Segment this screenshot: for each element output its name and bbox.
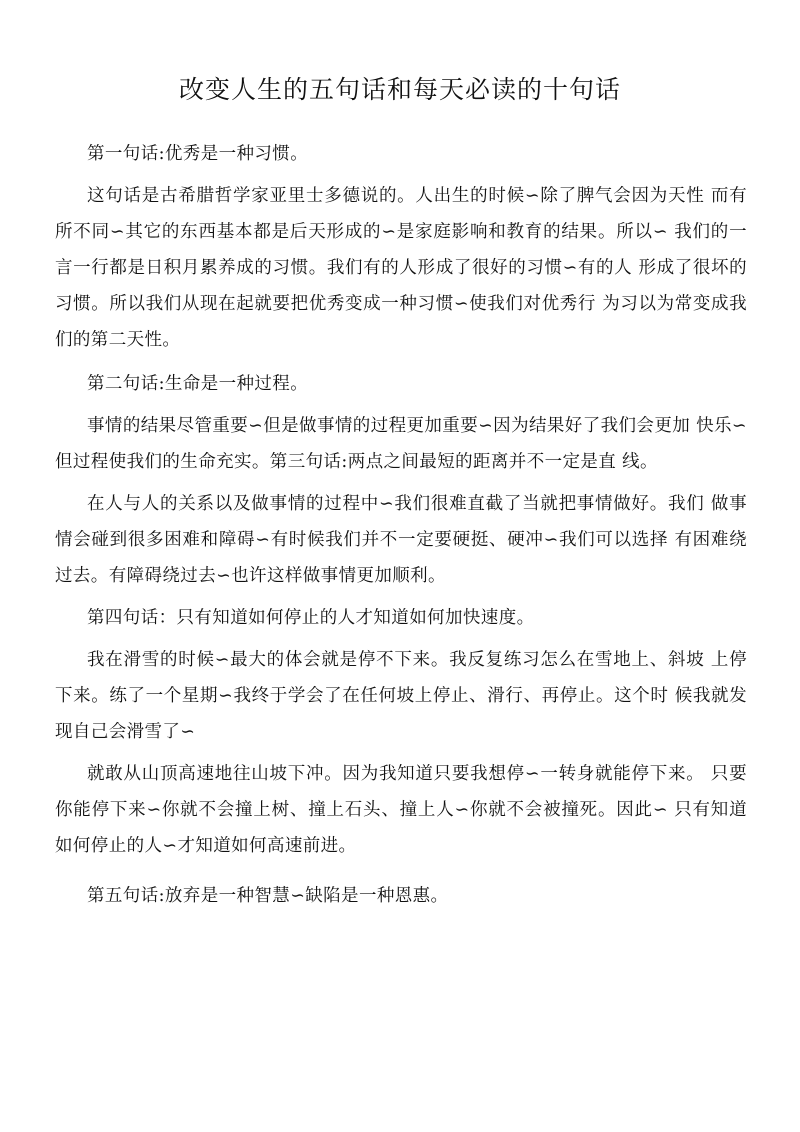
paragraph-2: 事情的结果尽管重要∽但是做事情的过程更加重要∽因为结果好了我们会更加 快乐∽但过程使我们的生命充实。第三句话:两点之间最短的距离并不一定是直 线。 xyxy=(55,416,747,472)
section-heading-2: 第二句话:生命是一种过程。 xyxy=(87,374,309,394)
document-body xyxy=(55,136,747,920)
paragraph-5: 就敢从山顶高速地往山坡下冲。因为我知道只要我想停∽一转身就能停下来。 只要你能停下来∽你就不会撞上树、撞上石头、撞上人∽你就不会被撞死。因此∽ 只有知道如何停止的人∽才知道如何高速前进。 xyxy=(55,764,747,856)
paragraph-3: 在人与人的关系以及做事情的过程中∽我们很难直截了当就把事情做好。我们 做事情会碰到很多困难和障碍∽有时候我们并不一定要硬挺、硬冲∽我们可以选择 有困难绕过去。有障碍绕过去∽也许这样做事情更加顺利。 xyxy=(55,494,747,586)
section-heading-4: 第四句话：只有知道如何停止的人才知道如何加快速度。 xyxy=(87,608,535,628)
paragraph-1: 这句话是古希腊哲学家亚里士多德说的。人出生的时候∽除了脾气会因为天性 而有所不同∽其它的东西基本都是后天形成的∽是家庭影响和教育的结果。所以∽ 我们的一言一行都是日积月累养成的习惯。我们有的人形成了很好的习惯∽有的人 形成了很坏的习惯。所以我们从现在起就要把优秀变成一种习惯∽使我们对优秀行 为习以为常变成我们的第二天性。 xyxy=(55,186,747,350)
section-heading-5: 第五句话:放弃是一种智慧∽缺陷是一种恩惠。 xyxy=(87,886,449,906)
document-title: 改变人生的五句话和每天必读的十句话 xyxy=(178,75,621,104)
paragraph-4: 我在滑雪的时候∽最大的体会就是停不下来。我反复练习怎么在雪地上、斜坡 上停下来。练了一个星期∽我终于学会了在任何坡上停止、滑行、再停止。这个时 候我就发现自己会滑雪了∽ xyxy=(55,650,747,742)
section-heading-1: 第一句话:优秀是一种习惯。 xyxy=(87,144,309,164)
